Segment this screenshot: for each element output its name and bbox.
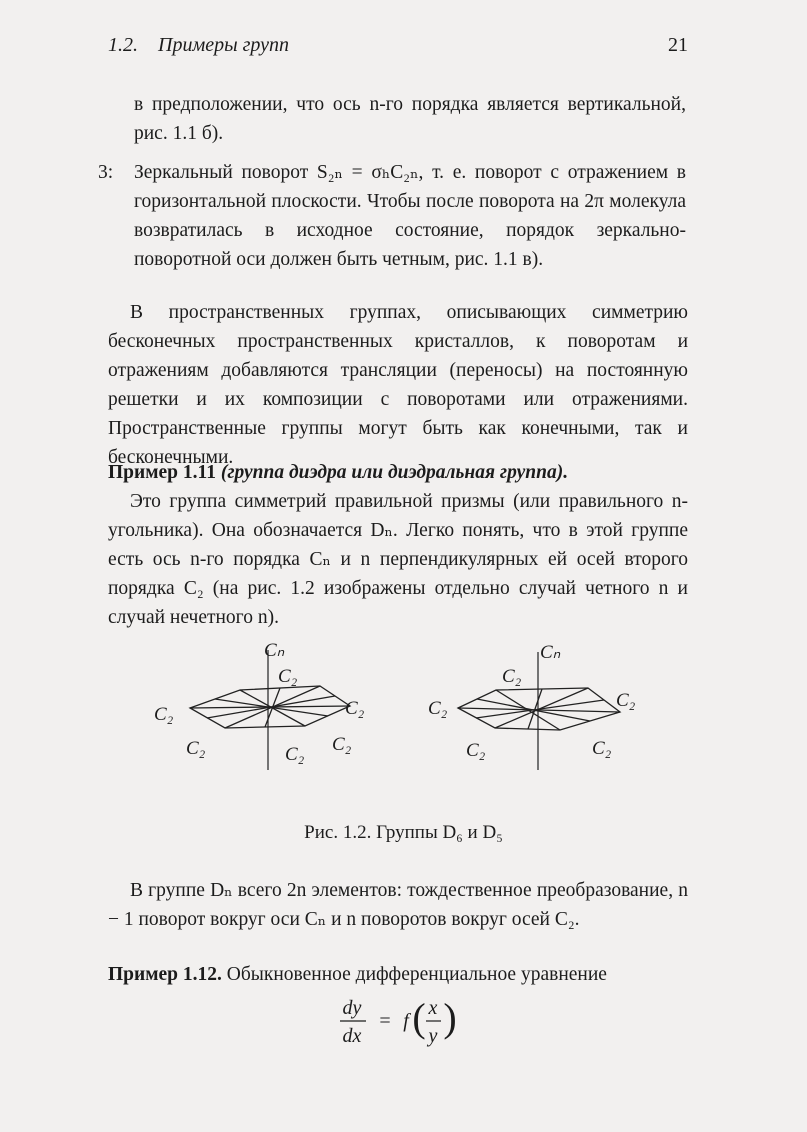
- label-c2: C₂: [345, 698, 365, 719]
- paragraph-space-groups: В пространственных группах, описывающих симметрию бесконечных пространственных кристаллов, к поворотам и отражениям добавляются трансляции (переносы) на постоянную решетки и их композиции с поворотами или отражениями. Пространственные группы могут быть как конечными, так и бесконечными.: [108, 302, 688, 468]
- running-header: [108, 34, 688, 62]
- differential-equation: [0, 990, 807, 1060]
- label-c2: C₂: [592, 738, 612, 759]
- formula-paren-right: ): [443, 995, 457, 1040]
- label-c2: C₂: [332, 734, 352, 755]
- label-c2: C₂: [154, 704, 174, 725]
- example-1-11: [108, 458, 688, 487]
- example-1-12: [108, 960, 688, 989]
- list-item-3: [98, 158, 686, 274]
- formula-lhs-numerator: dy: [342, 997, 362, 1019]
- figure-dihedral-groups: [140, 630, 680, 810]
- paragraph-continuation: в предположении, что ось n-го порядка является вертикальной, рис. 1.1 б).: [134, 94, 686, 144]
- hexagon-d6: [190, 650, 350, 770]
- label-cn: Cₙ: [264, 640, 285, 661]
- label-c2: C₂: [466, 740, 486, 761]
- figure-caption: Рис. 1.2. Группы D₆ и D₅: [304, 822, 503, 843]
- list-item-label: 3:: [98, 162, 114, 183]
- example-text: Обыкновенное дифференциальное уравнение: [226, 964, 607, 985]
- formula-equals: =: [379, 1010, 391, 1032]
- label-cn: Cₙ: [540, 642, 561, 663]
- example-label: Пример 1.11: [108, 462, 216, 483]
- formula-lhs-denominator: dx: [342, 1025, 362, 1047]
- paragraph-group-order: В группе Dₙ всего 2n элементов: тождественное преобразование, n − 1 поворот вокруг оси Cₙ и n поворотов вокруг осей C₂.: [108, 880, 688, 930]
- formula-function: f: [403, 1010, 409, 1032]
- label-c2: C₂: [285, 744, 305, 765]
- example-title: (группа диэдра или диэдральная группа).: [220, 462, 569, 483]
- formula-arg-denominator: y: [428, 1025, 438, 1047]
- formula-arg-numerator: x: [428, 997, 438, 1019]
- section-number: 1.2.: [108, 34, 138, 56]
- label-c2: C₂: [616, 690, 636, 711]
- label-c2: C₂: [278, 666, 298, 687]
- formula-paren-left: (: [412, 995, 426, 1040]
- section-title: Примеры групп: [158, 34, 290, 56]
- example-1-11-text: Это группа симметрий правильной призмы (или правильного n-угольника). Она обозначается Dₙ. Легко понять, что в этой группе есть ось n-го порядка Cₙ и n перпендикулярных ей осей второго порядка C₂ (на рис. 1.2 изображены отдельно случай четного n и случай нечетного n).: [108, 491, 688, 628]
- example-label: Пример 1.12.: [108, 964, 222, 985]
- label-c2: C₂: [428, 698, 448, 719]
- label-c2: C₂: [502, 666, 522, 687]
- page-number: 21: [668, 34, 688, 56]
- label-c2: C₂: [186, 738, 206, 759]
- list-item-text: Зеркальный поворот S₂ₙ = σₕC₂ₙ, т. е. поворот с отражением в горизонтальной плоскости. Чтобы после поворота на 2π молекула возвратилась в исходное состояние, порядок зеркально-поворотной оси должен быть четным, рис. 1.1 в).: [134, 162, 686, 270]
